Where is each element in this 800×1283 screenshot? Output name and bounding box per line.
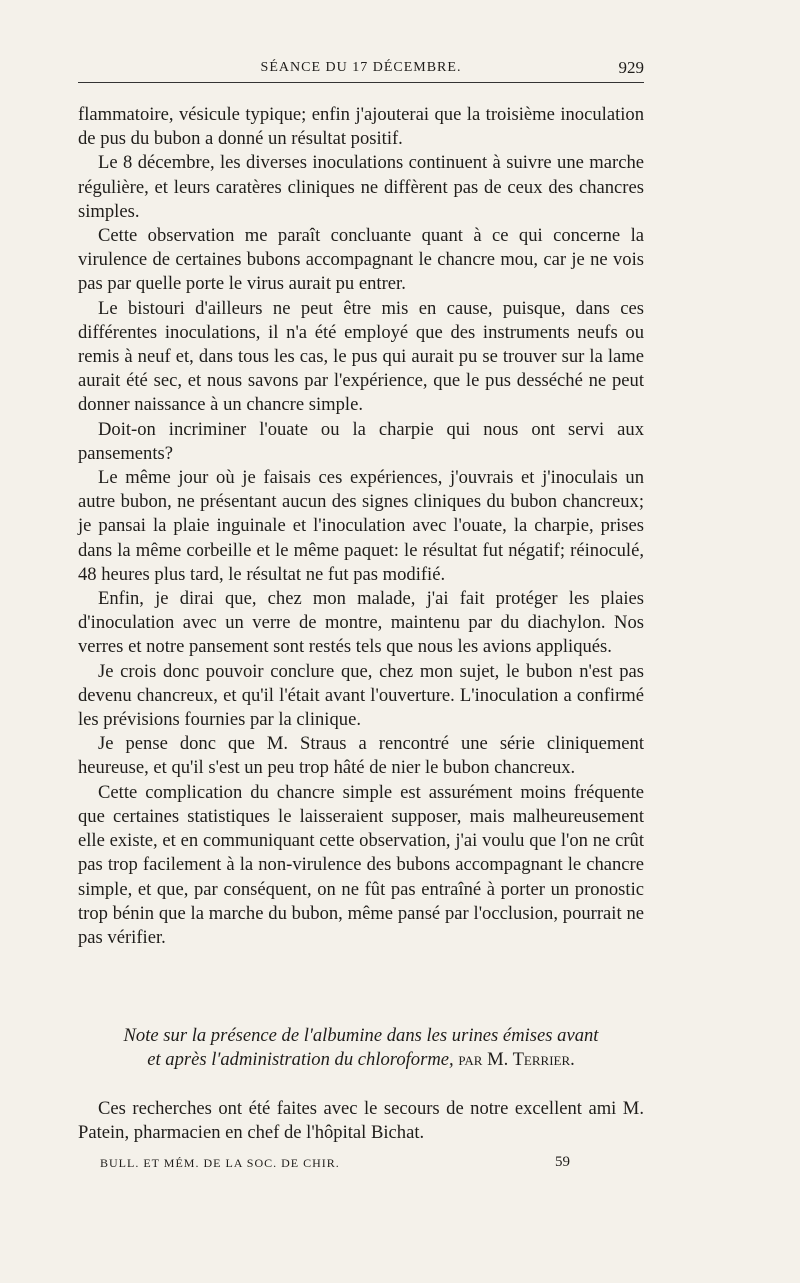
running-head: [78, 60, 644, 83]
paragraph: Le bistouri d'ailleurs ne peut être mis en cause, puisque, dans ces différentes inoculations, il n'a été employé que des instruments neufs ou remis à neuf et, dans tous les cas, le pus qui aurait pu se trouver sur la lame aurait été sec, et nous savons par l'expérience, que le pus desséché ne peut donner naissance à un chancre simple.: [78, 297, 644, 416]
paragraph: Enfin, je dirai que, chez mon malade, j'ai fait protéger les plaies d'inoculation avec un verre de montre, maintenu par du diachylon. Nos verres et notre pansement sont restés tels que nous les avions appliqués.: [78, 588, 644, 658]
note-title-line2-wrapper: [78, 1048, 644, 1072]
paragraph: Je crois donc pouvoir conclure que, chez mon sujet, le bubon n'est pas devenu chancreux, et qu'il l'était avant l'ouverture. L'inoculation a confirmé les prévisions fournies par la clinique.: [78, 660, 644, 731]
paragraph: Ces recherches ont été faites avec le secours de notre excellent ami M. Patein, pharmacien en chef de l'hôpital Bichat.: [78, 1098, 644, 1144]
page-number: 929: [618, 58, 644, 77]
note-title-line2: et après l'administration du chloroforme,: [147, 1049, 454, 1071]
paragraph: Cette complication du chancre simple est assurément moins fréquente que certaines statistiques le laisseraient supposer, mais malheureusement elle existe, et en communiquant cette observation, j'ai voulu que l'on ne crût pas trop facilement à la non-virulence des bubons accompagnant le chancre simple, et que, par conséquent, on ne fût pas entraîné à porter un pronostic trop bénin que la marche du bubon, même pansé par l'occlusion, pourrait ne pas vérifier.: [78, 781, 644, 948]
body-text: [78, 103, 644, 950]
footer: [100, 1156, 570, 1171]
signature-mark: 59: [555, 1154, 570, 1170]
paragraph: Le même jour où je faisais ces expériences, j'ouvrais et j'inoculais un autre bubon, ne présentant aucun des signes cliniques du bubon chancreux; je pansai la plaie inguinale et l'inoculation avec l'ouate, la charpie, prises dans la même corbeille et le même paquet: le résultat fut négatif; réinoculé, 48 heures plus tard, le résultat ne fut pas modifié.: [78, 467, 644, 585]
note-byline: par M. Terrier.: [458, 1049, 575, 1071]
paragraph: Doit-on incriminer l'ouate ou la charpie qui nous ont servi aux pansements?: [78, 418, 644, 464]
closing-text: [78, 1097, 644, 1145]
paragraph: Le 8 décembre, les diverses inoculations continuent à suivre une marche régulière, et leurs caratères cliniques ne diffèrent pas de ceux des chancres simples.: [78, 152, 644, 222]
note-title-line1: Note sur la présence de l'albumine dans les urines émises avant: [123, 1025, 599, 1046]
journal-title: BULL. ET MÉM. DE LA SOC. DE CHIR.: [100, 1156, 340, 1170]
paragraph: Cette observation me paraît concluante quant à ce qui concerne la virulence de certaines bubons accompagnant le chancre mou, car je ne vois pas par quelle porte le virus aurait pu entrer.: [78, 225, 644, 295]
paragraph: Je pense donc que M. Straus a rencontré une série cliniquement heureuse, et qu'il s'est un peu trop hâté de nier le bubon chancreux.: [78, 733, 644, 779]
note-title: [78, 1024, 644, 1072]
paragraph: flammatoire, vésicule typique; enfin j'ajouterai que la troisième inoculation de pus du bubon a donné un résultat positif.: [78, 104, 644, 150]
running-title: SÉANCE DU 17 DÉCEMBRE.: [260, 60, 462, 75]
